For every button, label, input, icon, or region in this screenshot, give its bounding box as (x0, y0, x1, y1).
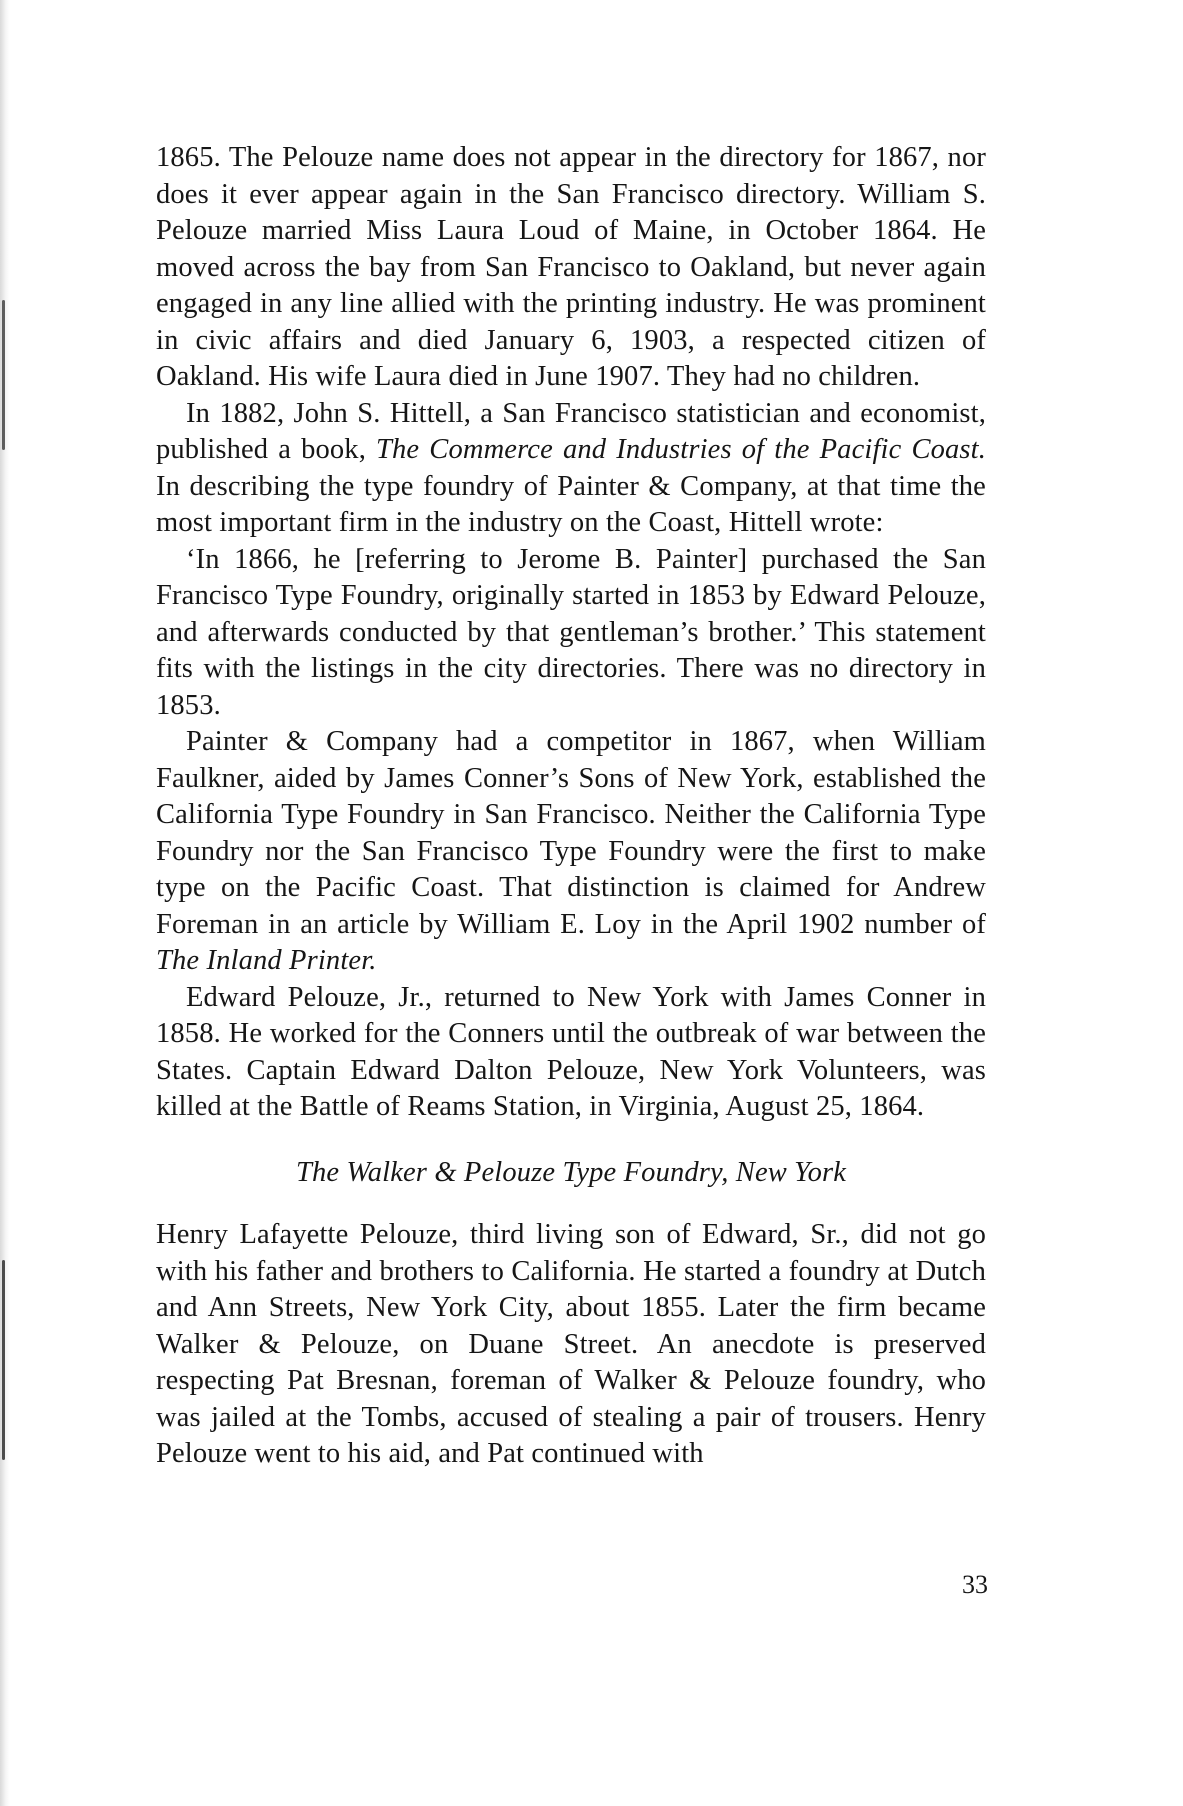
section-heading: The Walker & Pelouze Type Foundry, New York (295, 1156, 847, 1188)
paragraph-2-text-before: In 1882, John S. Hittell, a San Francisco statistician and economist, published a book, (156, 397, 986, 465)
paragraph-6: Henry Lafayette Pelouze, third living son of Edward, Sr., did not go with his father and brothers to California. He started a foundry at Dutch and Ann Streets, New York City, about 1855. Later the firm became Walker & Pelouze, on Duane Street. An anecdote is preserved respecting Pat Bresnan, foreman of Walker & Pelouze foundry, who was jailed at the Tombs, accused of stealing a pair of trousers. Henry Pelouze went to his aid, and Pat continued with (156, 1219, 986, 1469)
paragraph-5: Edward Pelouze, Jr., returned to New York with James Conner in 1858. He worked for the Conners until the outbreak of war between the States. Captain Edward Dalton Pelouze, New York Volunteers, was killed at the Battle of Reams Station, in Virginia, August 25, 1864. (156, 981, 986, 1122)
periodical-title-inland-printer: The Inland Printer. (156, 945, 377, 976)
paragraph-2 (156, 396, 986, 542)
paragraph-1: 1865. The Pelouze name does not appear in the directory for 1867, nor does it ever appear again in the San Francisco directory. William S. Pelouze married Miss Laura Loud of Maine, in October 1864. He moved across the bay from San Francisco to Oakland, but never again engaged in any line allied with the printing industry. He was prominent in civic affairs and died January 6, 1903, a respected citizen of Oakland. His wife Laura died in June 1907. They had no children. (156, 142, 986, 392)
paragraph-2-text-after: In describing the type foundry of Painter & Company, at that time the most important firm in the industry on the Coast, Hittell wrote: (156, 470, 986, 538)
paragraph-4-text-before: Painter & Company had a competitor in 1867, when William Faulkner, aided by James Conner’s Sons of New York, established the California Type Foundry in San Francisco. Neither the California Type Foundry nor the San Francisco Type Foundry were the first to make type on the Pacific Coast. That distinction is claimed for Andrew Foreman in an article by William E. Loy in the April 1902 number of (156, 726, 986, 940)
page-number: 33 (962, 1570, 988, 1599)
book-title-commerce: The Commerce and Industries of the Pacific Coast. (376, 434, 986, 465)
binding-shadow (2, 1260, 5, 1460)
binding-shadow (2, 300, 5, 450)
page-body (156, 140, 986, 1473)
paragraph-3-quotation: ‘In 1866, he [referring to Jerome B. Painter] purchased the San Francisco Type Foundry, originally started in 1853 by Edward Pelouze, and afterwards conducted by that gentleman’s brother.’ This statement fits with the listings in the city directories. There was no directory in 1853. (156, 543, 986, 721)
page-edge (0, 0, 10, 1806)
paragraph-4 (156, 724, 986, 980)
